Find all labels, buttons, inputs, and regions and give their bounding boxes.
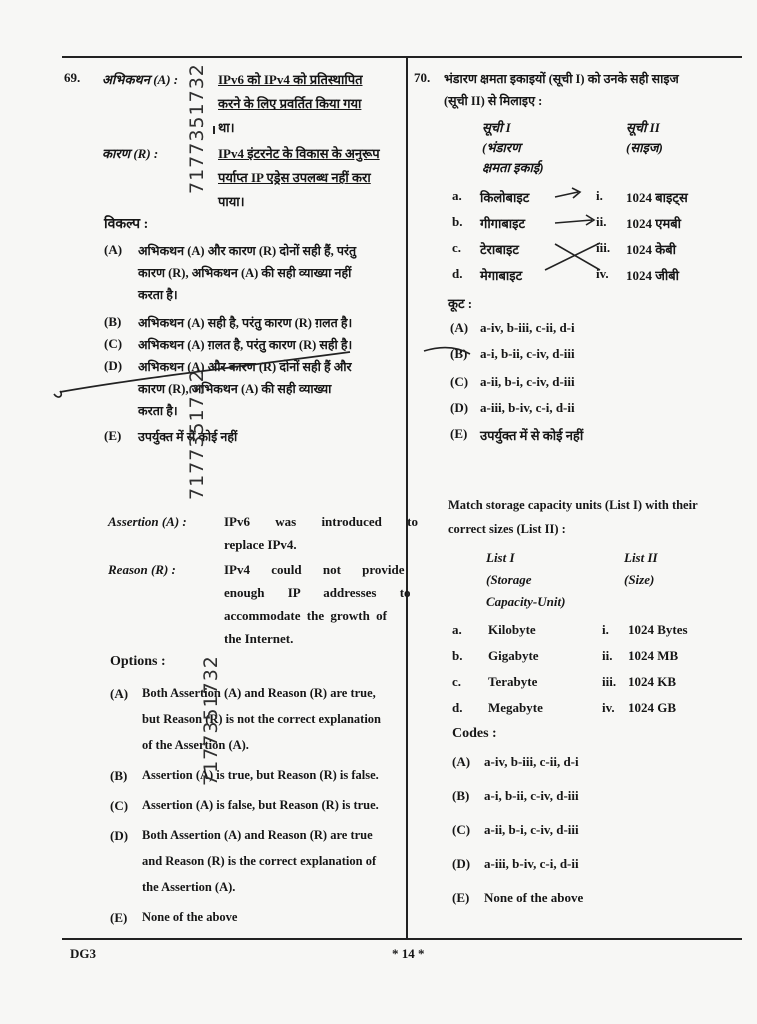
code-value: उपर्युक्त में से कोई नहीं bbox=[480, 428, 584, 443]
row-num: ii. bbox=[602, 648, 613, 663]
option-key: (A) bbox=[104, 242, 123, 257]
row-num: iv. bbox=[602, 700, 615, 715]
option-key: (D) bbox=[110, 828, 129, 843]
footer-code: DG3 bbox=[70, 946, 96, 961]
pen-check bbox=[424, 348, 470, 354]
option-d-line: the Assertion (A). bbox=[142, 880, 236, 894]
row-key: c. bbox=[452, 674, 462, 689]
option-key: (E) bbox=[104, 428, 122, 443]
list2-head-hi: सूची II bbox=[626, 120, 660, 135]
option-key: (B) bbox=[104, 314, 122, 329]
row-key: a. bbox=[452, 188, 462, 203]
list1-head-hi: (भंडारण bbox=[482, 140, 521, 155]
option-e-line: उपर्युक्त में से कोई नहीं bbox=[138, 430, 238, 444]
row-num: i. bbox=[596, 188, 603, 203]
option-b-line: अभिकथन (A) सही है, परंतु कारण (R) ग़लत है। bbox=[138, 316, 353, 330]
code-key: (C) bbox=[452, 822, 471, 837]
row-unit: Terabyte bbox=[488, 674, 538, 689]
row-key: c. bbox=[452, 240, 462, 255]
codes-label-en: Codes : bbox=[452, 726, 497, 741]
option-a-line: Both Assertion (A) and Reason (R) are true, bbox=[142, 686, 376, 700]
code-value: None of the above bbox=[484, 890, 584, 905]
code-value: a-ii, b-i, c-iv, d-iii bbox=[480, 374, 575, 389]
list2-head-en: List II bbox=[624, 550, 658, 565]
code-value: a-i, b-ii, c-iv, d-iii bbox=[480, 346, 575, 361]
code-key: (E) bbox=[452, 890, 470, 905]
option-d-line: Both Assertion (A) and Reason (R) are true bbox=[142, 828, 373, 842]
assertion-line-hi: IPv6 को IPv4 को प्रतिस्थापित bbox=[218, 72, 363, 87]
option-c-line: Assertion (A) is false, but Reason (R) is true. bbox=[142, 798, 379, 812]
code-value: a-iv, b-iii, c-ii, d-i bbox=[484, 754, 579, 769]
arrow-mark bbox=[555, 188, 580, 198]
assertion-line-en: replace IPv4. bbox=[224, 537, 297, 552]
row-unit: मेगाबाइट bbox=[480, 268, 523, 283]
option-key: (C) bbox=[104, 336, 123, 351]
question-number: 70. bbox=[414, 70, 431, 85]
option-a-line: करता है। bbox=[138, 288, 178, 302]
option-b-line: Assertion (A) is true, but Reason (R) is false. bbox=[142, 768, 379, 782]
question-number: 69. bbox=[64, 70, 81, 85]
code-value: a-i, b-ii, c-iv, d-iii bbox=[484, 788, 579, 803]
code-key: (D) bbox=[452, 856, 471, 871]
arrow-mark bbox=[555, 215, 594, 225]
stem-line-en: Match storage capacity units (List I) with their bbox=[448, 498, 698, 512]
reason-line-hi: IPv4 इंटरनेट के विकास के अनुरूप bbox=[218, 146, 380, 161]
row-size: 1024 KB bbox=[628, 674, 677, 689]
row-unit: Megabyte bbox=[488, 700, 543, 715]
options-label-hi: विकल्प : bbox=[104, 217, 149, 232]
option-c-line: अभिकथन (A) ग़लत है, परंतु कारण (R) सही है। bbox=[138, 338, 353, 352]
list2-head-en: (Size) bbox=[624, 572, 655, 587]
option-a-line: कारण (R), अभिकथन (A) की सही व्याख्या नहीं bbox=[138, 266, 352, 280]
stem-line-en: correct sizes (List II) : bbox=[448, 522, 566, 536]
list2-head-hi: (साइज) bbox=[626, 140, 663, 155]
reason-label-en: Reason (R) : bbox=[108, 562, 176, 577]
option-key: (A) bbox=[110, 686, 129, 701]
assertion-label-en: Assertion (A) : bbox=[108, 514, 187, 529]
row-key: a. bbox=[452, 622, 462, 637]
row-unit: Gigabyte bbox=[488, 648, 539, 663]
reason-line-en: IPv4 could not provide bbox=[224, 562, 405, 577]
row-unit: गीगाबाइट bbox=[480, 216, 526, 231]
code-key: (D) bbox=[450, 400, 469, 415]
pen-curl bbox=[54, 391, 61, 397]
row-unit: किलोबाइट bbox=[480, 190, 530, 205]
row-num: i. bbox=[602, 622, 609, 637]
code-value: a-iii, b-iv, c-i, d-ii bbox=[484, 856, 579, 871]
row-num: iii. bbox=[596, 240, 611, 255]
code-key: (B) bbox=[452, 788, 470, 803]
stem-line-hi: भंडारण क्षमता इकाइयों (सूची I) को उनके सही साइज bbox=[444, 72, 679, 86]
codes-label-hi: कूट : bbox=[448, 296, 473, 311]
option-e-line: None of the above bbox=[142, 910, 238, 924]
list1-head-hi: सूची I bbox=[482, 120, 511, 135]
row-num: ii. bbox=[596, 214, 607, 229]
row-key: d. bbox=[452, 266, 463, 281]
assertion-line-en: IPv6 was introduced to bbox=[224, 514, 418, 529]
row-key: b. bbox=[452, 648, 463, 663]
option-d-line: कारण (R), अभिकथन (A) की सही व्याख्या bbox=[138, 382, 332, 396]
row-size: 1024 GB bbox=[628, 700, 677, 715]
reason-line-hi: पर्याप्त IP एड्रेस उपलब्ध नहीं करा bbox=[218, 170, 371, 185]
page-number: * 14 * bbox=[392, 946, 425, 961]
assertion-line-hi: था। bbox=[218, 120, 235, 135]
code-key: (E) bbox=[450, 426, 468, 441]
row-size: 1024 बाइट्स bbox=[626, 190, 688, 205]
option-d-line: अभिकथन (A) और कारण (R) दोनों सही हैं और bbox=[138, 360, 352, 374]
code-value: a-iii, b-iv, c-i, d-ii bbox=[480, 400, 575, 415]
code-key: (C) bbox=[450, 374, 469, 389]
reason-line-en: enough IP addresses to bbox=[224, 585, 411, 600]
watermark-text: 7177351732 bbox=[186, 63, 208, 194]
watermark-text: 7177351732 bbox=[186, 369, 208, 500]
pen-stroke bbox=[60, 352, 350, 392]
assertion-label-hi: अभिकथन (A) : bbox=[102, 72, 179, 87]
option-key: (E) bbox=[110, 910, 128, 925]
row-key: b. bbox=[452, 214, 463, 229]
row-size: 1024 एमबी bbox=[626, 216, 682, 231]
watermark-text: 7177351732 bbox=[200, 655, 222, 786]
row-num: iv. bbox=[596, 266, 609, 281]
option-a-line: अभिकथन (A) और कारण (R) दोनों सही हैं, परंतु bbox=[138, 244, 357, 258]
reason-line-hi: पाया। bbox=[218, 194, 245, 209]
row-size: 1024 केबी bbox=[626, 242, 677, 257]
option-key: (C) bbox=[110, 798, 129, 813]
list1-head-en: Capacity-Unit) bbox=[486, 594, 566, 609]
row-size: 1024 जीबी bbox=[626, 268, 680, 283]
row-key: d. bbox=[452, 700, 463, 715]
stem-line-hi: (सूची II) से मिलाइए : bbox=[444, 94, 543, 108]
code-key: (A) bbox=[452, 754, 471, 769]
row-unit: टेराबाइट bbox=[480, 242, 519, 257]
option-key: (B) bbox=[110, 768, 128, 783]
option-a-line: of the Assertion (A). bbox=[142, 738, 249, 752]
cross-line bbox=[555, 244, 600, 270]
code-value: a-ii, b-i, c-iv, d-iii bbox=[484, 822, 579, 837]
list1-head-en: (Storage bbox=[486, 572, 532, 587]
option-d-line: and Reason (R) is the correct explanation of bbox=[142, 854, 377, 868]
list1-head-hi: क्षमता इकाई) bbox=[482, 160, 544, 175]
options-label-en: Options : bbox=[110, 654, 166, 669]
reason-label-hi: कारण (R) : bbox=[102, 146, 159, 161]
row-size: 1024 Bytes bbox=[628, 622, 688, 637]
assertion-line-hi: करने के लिए प्रवर्तित किया गया bbox=[218, 96, 362, 111]
list1-head-en: List I bbox=[486, 550, 515, 565]
row-unit: Kilobyte bbox=[488, 622, 536, 637]
option-a-line: but Reason (R) is not the correct explanation bbox=[142, 712, 381, 726]
option-key: (D) bbox=[104, 358, 123, 373]
code-key: (A) bbox=[450, 320, 469, 335]
reason-line-en: accommodate the growth of bbox=[224, 608, 387, 623]
reason-line-en: the Internet. bbox=[224, 631, 294, 646]
row-size: 1024 MB bbox=[628, 648, 679, 663]
row-num: iii. bbox=[602, 674, 617, 689]
option-d-line: करता है। bbox=[138, 404, 178, 418]
code-key: (B) bbox=[450, 346, 468, 361]
code-value: a-iv, b-iii, c-ii, d-i bbox=[480, 320, 575, 335]
